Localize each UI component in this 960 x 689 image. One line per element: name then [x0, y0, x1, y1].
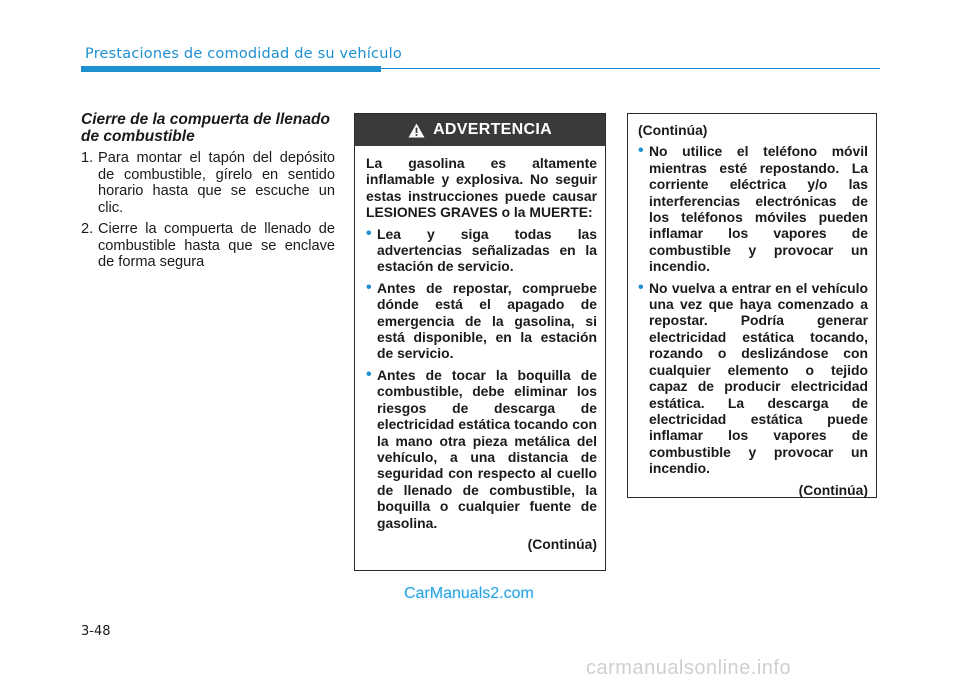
bullet-text: No vuelva a entrar en el vehículo una vez que haya comenzado a repostar. Podría generar electricidad estática tocando, rozando o deslizándose con cualquier elemento o tejido capaz de producir electricidad estática. La descarga de electricidad estática puede inflamar los vapores de combustible y provocar un incendio. [649, 279, 868, 477]
step-number: 2. [81, 221, 94, 237]
step-number: 1. [81, 150, 94, 166]
page-number: 3-48 [81, 624, 111, 639]
bullet-dot-icon: • [638, 142, 644, 160]
bullet-dot-icon: • [638, 278, 644, 296]
step-text: Para montar el tapón del depósito de combustible, gírelo en sentido horario hasta que se escuche un clic. [98, 150, 335, 216]
warning-triangle-icon [408, 123, 425, 138]
bullet-text: Lea y siga todas las advertencias señalizadas en la estación de servicio. [377, 225, 597, 275]
warning-body [355, 146, 605, 552]
bullet-dot-icon: • [366, 365, 372, 383]
continued-warning-box [627, 113, 877, 498]
warning-bullet [638, 143, 868, 274]
bullet-dot-icon: • [366, 224, 372, 242]
continues-label: (Continúa) [798, 481, 868, 498]
warning-bullet [366, 367, 597, 531]
warning-title: ADVERTENCIA [433, 121, 552, 138]
continued-body [628, 114, 876, 498]
watermark-link[interactable]: CarManuals2.com [404, 585, 534, 602]
continued-heading: (Continúa) [638, 122, 708, 138]
step-text: Cierre la compuerta de llenado de combustible hasta que se enclave de forma segura [98, 221, 335, 270]
warning-bullet [366, 226, 597, 275]
warning-header [355, 114, 605, 146]
section-title: Cierre de la compuerta de llenado de combustible [81, 111, 330, 145]
bullet-text: Antes de tocar la boquilla de combustible, debe eliminar los riesgos de descarga de electricidad estática tocando con la mano otra pieza metálica del vehículo, a una distancia de seguridad con respecto al cuello de llenado de combustible, la boquilla o cualquier fuente de gasolina. [377, 366, 597, 531]
step-item [81, 150, 335, 216]
warning-bullet [638, 280, 868, 477]
bullet-dot-icon: • [366, 278, 372, 296]
step-item [81, 221, 335, 271]
header-accent-bar [81, 66, 381, 72]
warning-bullet [366, 280, 597, 362]
bullet-text: Antes de repostar, compruebe dónde está el apagado de emergencia de la gasolina, si está disponible, en la estación de servicio. [377, 279, 597, 362]
warning-box [354, 113, 606, 571]
warning-intro: La gasolina es altamente inflamable y explosiva. No seguir estas instrucciones puede causar LESIONES GRAVES o la MUERTE: [366, 155, 597, 221]
watermark-footer: carmanualsonline.info [586, 657, 792, 679]
bullet-text: No utilice el teléfono móvil mientras esté repostando. La corriente eléctrica y/o las interferencias electrónicas de los teléfonos móviles pueden inflamar los vapores de combustible y provocar un incendio. [649, 143, 868, 275]
header-rule [381, 68, 880, 69]
continues-label: (Continúa) [527, 535, 597, 552]
section-header-title: Prestaciones de comodidad de su vehículo [85, 46, 402, 62]
instruction-steps [81, 150, 335, 276]
